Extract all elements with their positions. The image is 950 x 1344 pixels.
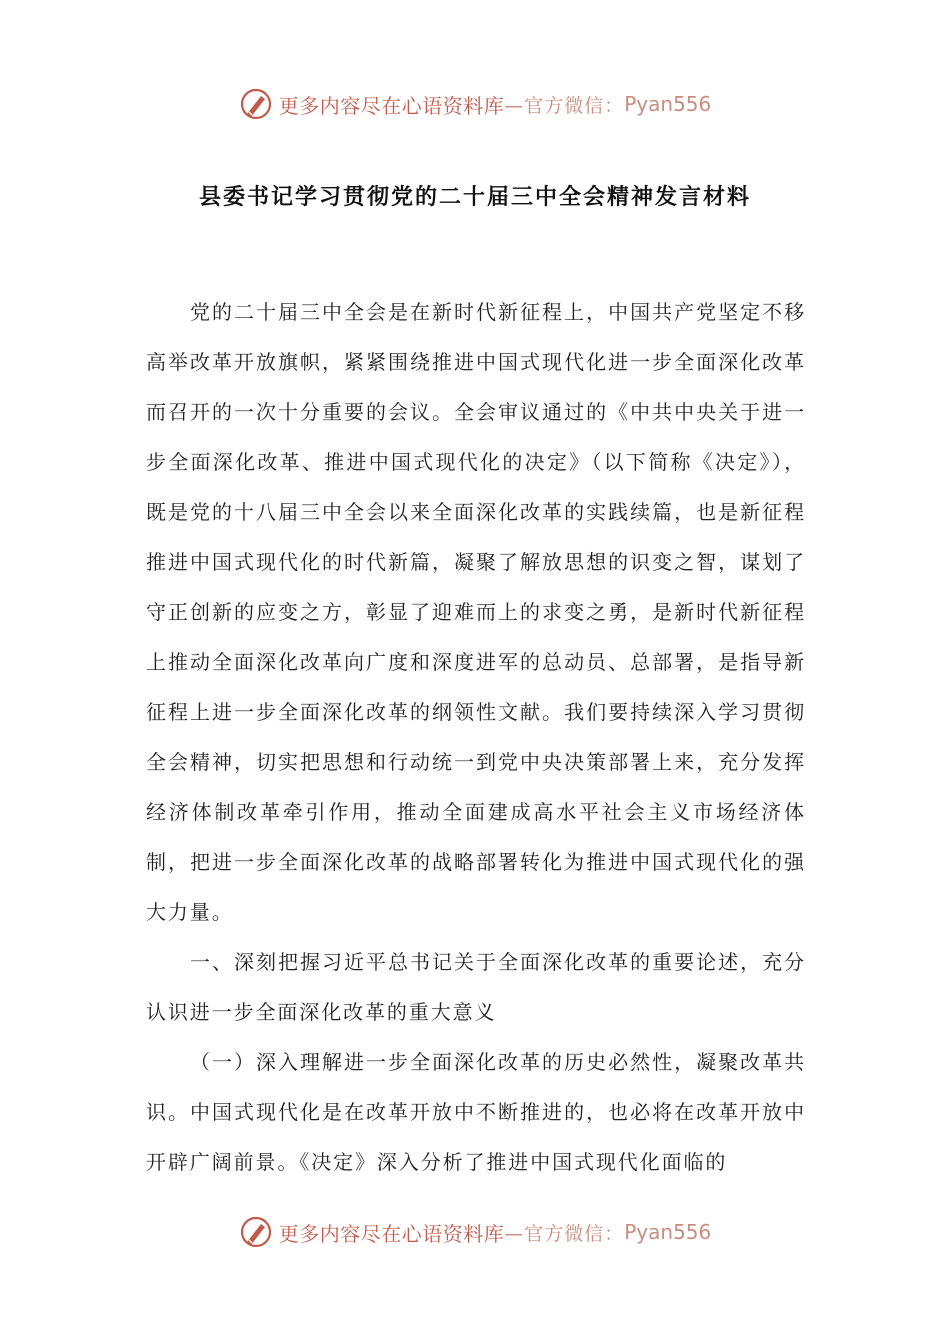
watermark-wechat-id: Pyan556 xyxy=(624,92,712,116)
body-paragraph: 党的二十届三中全会是在新时代新征程上，中国共产党坚定不移高举改革开放旗帜，紧紧围绕推进中国式现代化进一步全面深化改革而召开的一次十分重要的会议。全会审议通过的《中共中央关于进一步全面深化改革、推进中国式现代化的决定》（以下简称《决定》），既是党的十八届三中全会以来全面深化改革的实践续篇，也是新征程推进中国式现代化的时代新篇，凝聚了解放思想的识变之智，谋划了守正创新的应变之方，彰显了迎难而上的求变之勇，是新时代新征程上推动全面深化改革向广度和深度进军的总动员、总部署，是指导新征程上进一步全面深化改革的纲领性文献。我们要持续深入学习贯彻全会精神，切实把思想和行动统一到党中央决策部署上来，充分发挥经济体制改革牵引作用，推动全面建成高水平社会主义市场经济体制，把进一步全面深化改革的战略部署转化为推进中国式现代化的强大力量。 xyxy=(146,300,806,924)
section-heading: 一、深刻把握习近平总书记关于全面深化改革的重要论述，充分认识进一步全面深化改革的重大意义 xyxy=(146,950,806,1024)
pen-logo-icon xyxy=(239,1215,273,1249)
document-body xyxy=(146,287,806,1187)
watermark-sub-text: —官方微信： xyxy=(504,1222,625,1245)
pen-logo-icon xyxy=(239,87,273,121)
body-paragraph: （一）深入理解进一步全面深化改革的历史必然性，凝聚改革共识。中国式现代化是在改革开放中不断推进的，也必将在改革开放中开辟广阔前景。《决定》深入分析了推进中国式现代化面临的 xyxy=(146,1050,806,1174)
watermark-wechat-id: Pyan556 xyxy=(624,1220,712,1244)
watermark-banner-bottom xyxy=(0,1212,950,1252)
watermark-banner-top xyxy=(0,84,950,124)
watermark-sub-text: —官方微信： xyxy=(504,94,625,117)
watermark-main-text: 更多内容尽在心语资料库 xyxy=(278,93,505,118)
document-title: 县委书记学习贯彻党的二十届三中全会精神发言材料 xyxy=(198,185,751,210)
watermark-main-text: 更多内容尽在心语资料库 xyxy=(278,1221,505,1246)
